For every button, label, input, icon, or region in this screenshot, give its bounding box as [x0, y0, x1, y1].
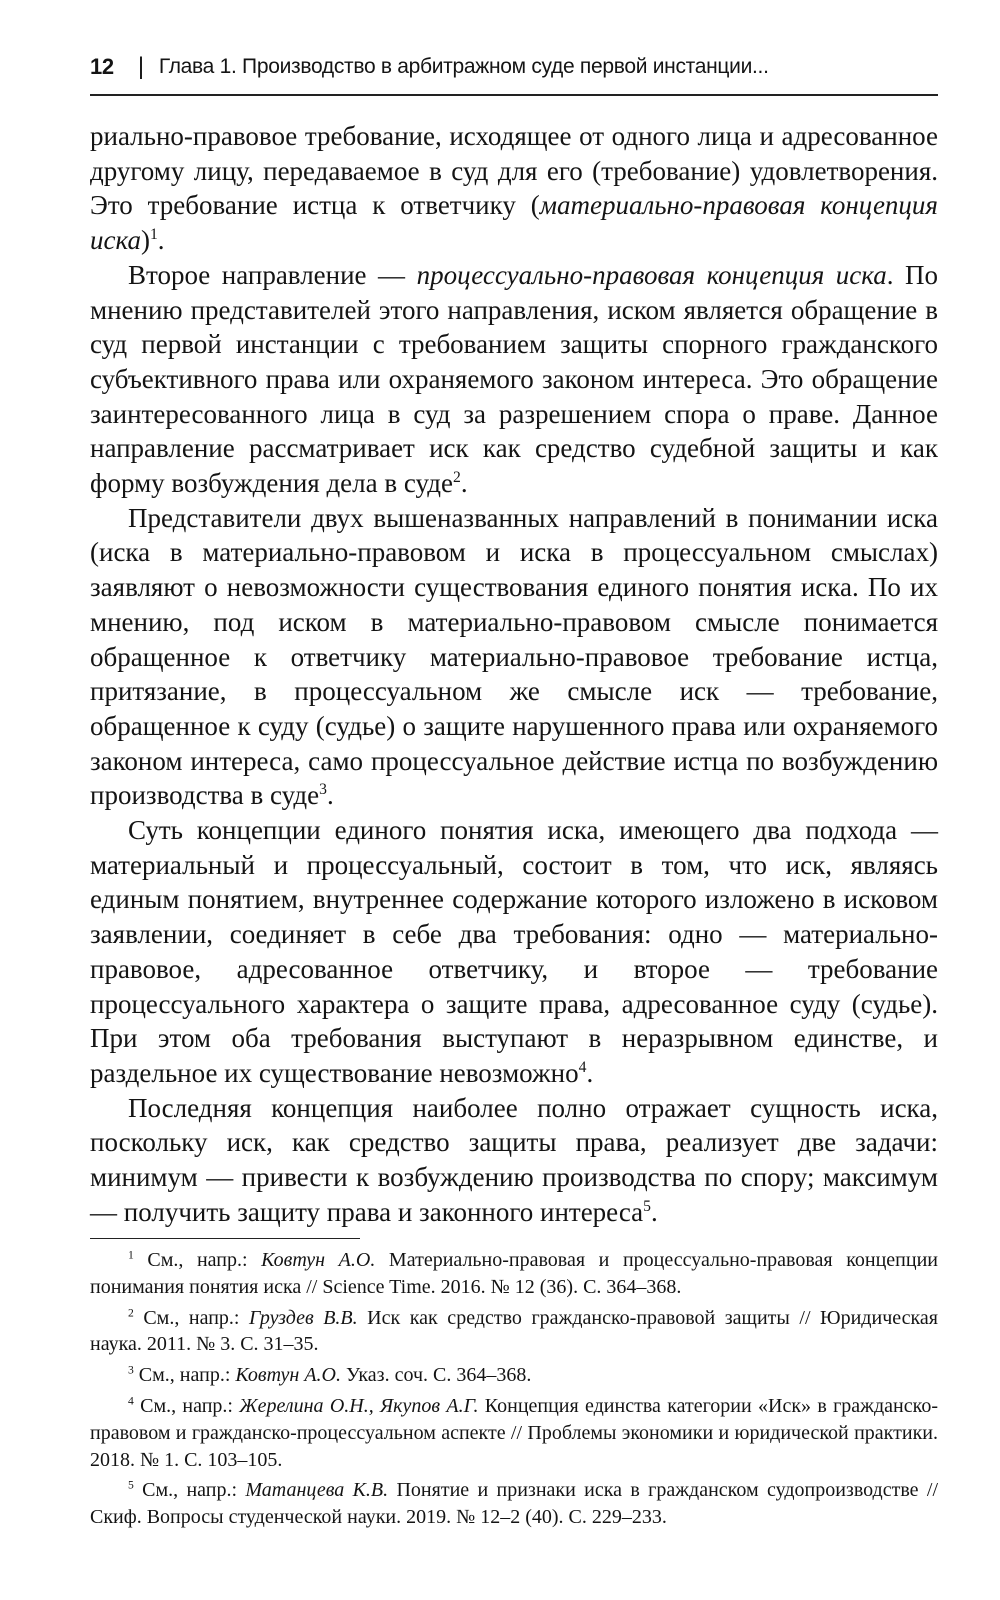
paragraph-3: Представители двух вышеназванных направлений в понимании иска (иска в материально-правовом и иска в процессуальном смыслах) заявляют о невозможности существования единого понятия иска. По их мнению, под иском в материально-правовом смысле понимается обращенное к ответчику материально-правовое требование истца, притязание, в процессуальном же смысле иск — требование, обращенное к суду (судье) о защите нарушенного права или охраняемого законом интереса, само процессуальное действие истца по возбуждению производства в суде$^3$. — [90, 502, 938, 811]
main-text — [90, 119, 938, 1230]
footnote-ref-3: 3 — [319, 781, 327, 799]
footnote-ref-5: 5 — [643, 1197, 651, 1215]
footnote-4: $^4$ См., напр.: Жерелина О.Н., Якупов А.Г. Концепция единства категории «Иск» в гражданско-правовом и гражданско-процессуальном аспекте // Проблемы экономики и юридической практики. 2018. № 1. С. 103–105. — [90, 1394, 938, 1471]
paragraph-4: Суть концепции единого понятия иска, имеющего два подхода — материальный и процессуальный, состоит в том, что иск, являясь единым понятием, внутреннее содержание которого изложено в исковом заявлении, соединяет в себе два требования: одно — материально-правовое, адресованное ответчику, и второе — требование процессуального характера о защите права, адресованное суду (судье). При этом оба требования выступают в неразрывном единстве, и раздельное их существование невозможно$^4$. — [90, 815, 938, 1088]
paragraph-5: Последняя концепция наиболее полно отражает сущность иска, поскольку иск, как средство защиты права, реализует две задачи: минимум — привести к возбуждению производства по спору; максимум — получить защиту права и законного интереса$^5$. — [90, 1092, 938, 1227]
footnote-rule — [90, 1238, 360, 1239]
footnote-1: $^1$ См., напр.: Ковтун А.О. Материально-правовая и процессуально-правовая концепции понимания понятия иска // Science Time. 2016. № 12 (36). С. 364–368. — [90, 1248, 938, 1298]
running-title: Глава 1. Производство в арбитражном суде первой инстанции... — [158, 55, 769, 78]
footnote-ref-4: 4 — [578, 1058, 587, 1076]
paragraph-2: Второе направление — процессуально-правовая концепция иска. По мнению представителей этого направления, иском является обращение в суд первой инстанции с требованием защиты спорного гражданского субъективного права или охраняемого законом интереса. Это обращение заинтересованного лица в суд за разрешением спора о праве. Данное направление рассматривает иск как средство судебной защиты и как форму возбуждения дела в суде$^2$. — [90, 259, 939, 499]
footnote-3: $^3$ См., напр.: Ковтун А.О. Указ. соч. С. 364–368. — [128, 1363, 532, 1387]
header-separator: | — [137, 53, 144, 80]
paragraph-1: риально-правовое требование, исходящее от одного лица и адресованное другому лицу, передаваемое в суд для его (требование) удовлетворения. Это требование истца к ответчику (материально-правовая концепция иска)$^1$. — [90, 121, 938, 256]
running-header — [90, 52, 937, 82]
footnote-ref-2: 2 — [453, 469, 461, 487]
footnote-2: $^2$ См., напр.: Груздев В.В. Иск как средство гражданско-правовой защиты // Юридическая наука. 2011. № 3. С. 31–35. — [90, 1305, 938, 1356]
page-number: 12 — [90, 54, 114, 79]
footnote-ref-1: 1 — [149, 226, 158, 244]
header-rule — [90, 94, 938, 96]
footnote-5: $^5$ См., напр.: Матанцева К.В. Понятие и признаки иска в гражданском судопроизводстве // Скиф. Вопросы студенческой науки. 2019. № 12–2 (40). С. 229–233. — [90, 1478, 939, 1529]
footnotes — [90, 1247, 938, 1535]
